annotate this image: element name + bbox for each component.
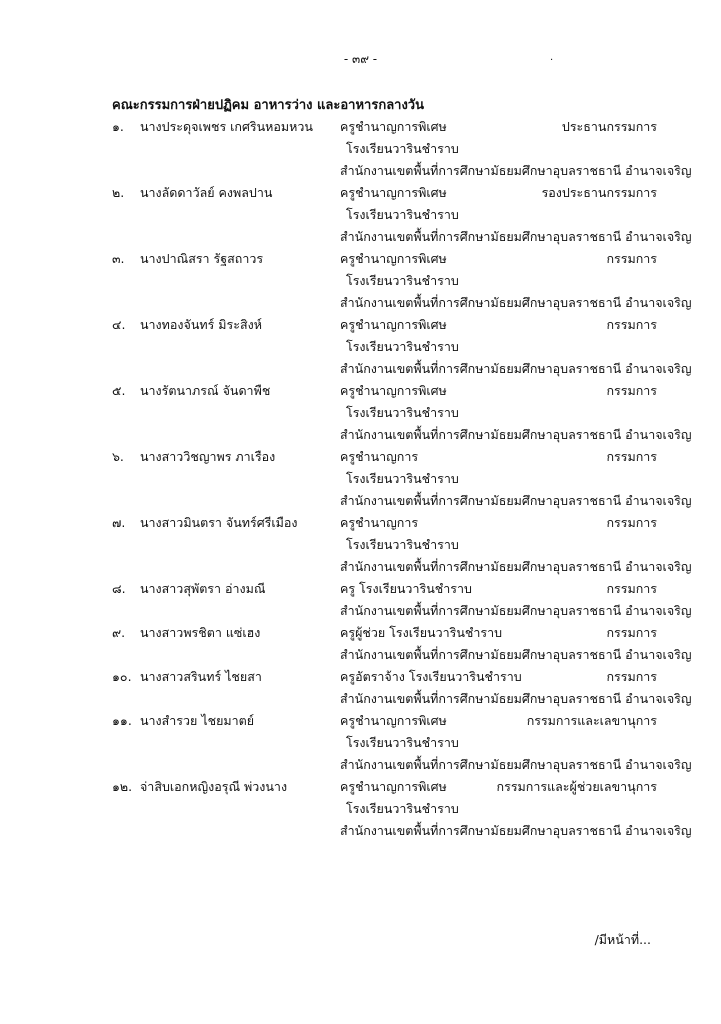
committee-member <box>112 380 692 446</box>
member-role: กรรมการและเลขานุการ <box>526 713 657 728</box>
member-name <box>112 446 275 468</box>
committee-member <box>112 578 692 622</box>
member-school: โรงเรียนวารินชำราบ <box>346 141 459 156</box>
member-name-text: นางสาวพรชิตา แซ่เฮง <box>139 625 261 640</box>
member-role: กรรมการ <box>606 515 657 530</box>
member-position: ครูชำนาญการพิเศษ <box>340 119 447 134</box>
member-number: ๑. <box>112 119 124 134</box>
member-role: กรรมการ <box>606 449 657 464</box>
member-office: สำนักงานเขตพื้นที่การศึกษามัธยมศึกษาอุบลราชธานี อำนาจเจริญ <box>340 427 692 442</box>
member-role: รองประธานกรรมการ <box>541 185 657 200</box>
member-number: ๕. <box>112 383 126 398</box>
member-role: กรรมการและผู้ช่วยเลขานุการ <box>496 779 657 794</box>
member-office: สำนักงานเขตพื้นที่การศึกษามัธยมศึกษาอุบลราชธานี อำนาจเจริญ <box>340 603 692 618</box>
member-main-line <box>112 512 657 534</box>
member-name <box>112 666 262 688</box>
member-main-line <box>112 380 657 402</box>
member-office: สำนักงานเขตพื้นที่การศึกษามัธยมศึกษาอุบลราชธานี อำนาจเจริญ <box>340 295 692 310</box>
member-school: โรงเรียนวารินชำราบ <box>346 801 459 816</box>
member-name-text: นางปาณิสรา รัฐสถาวร <box>139 251 264 266</box>
member-office: สำนักงานเขตพื้นที่การศึกษามัธยมศึกษาอุบลราชธานี อำนาจเจริญ <box>340 647 692 662</box>
member-number: ๗. <box>112 515 126 530</box>
member-number: ๙. <box>112 625 126 640</box>
member-main-line <box>112 446 657 468</box>
member-name <box>112 622 260 644</box>
committee-member <box>112 622 692 666</box>
member-role: กรรมการ <box>606 251 657 266</box>
member-main-line <box>112 182 657 204</box>
member-main-line <box>112 314 657 336</box>
member-office: สำนักงานเขตพื้นที่การศึกษามัธยมศึกษาอุบลราชธานี อำนาจเจริญ <box>340 559 692 574</box>
member-name-text: นางสาวสรินทร์ ไชยสา <box>139 669 262 684</box>
member-number: ๖. <box>112 449 124 464</box>
member-office: สำนักงานเขตพื้นที่การศึกษามัธยมศึกษาอุบลราชธานี อำนาจเจริญ <box>340 691 692 706</box>
member-school: โรงเรียนวารินชำราบ <box>346 735 459 750</box>
section-title: คณะกรรมการฝ่ายปฏิคม อาหารว่าง และอาหารกลางวัน <box>112 98 424 113</box>
member-position: ครูชำนาญการพิเศษ <box>340 779 447 794</box>
member-position: ครูชำนาญการ <box>340 449 419 464</box>
member-name <box>112 314 262 336</box>
member-school: โรงเรียนวารินชำราบ <box>346 207 459 222</box>
member-position: ครูชำนาญการพิเศษ <box>340 317 447 332</box>
member-number: ๘. <box>112 581 126 596</box>
member-name-text: นางสำรวย ไชยมาตย์ <box>139 713 255 728</box>
member-name <box>112 248 263 270</box>
member-name-text: นางทองจันทร์ มิระสิงห์ <box>139 317 262 332</box>
member-role: กรรมการ <box>606 625 657 640</box>
committee-member <box>112 710 692 776</box>
member-position: ครูผู้ช่วย โรงเรียนวารินชำราบ <box>340 625 503 640</box>
committee-member <box>112 248 692 314</box>
member-school: โรงเรียนวารินชำราบ <box>346 405 459 420</box>
member-office: สำนักงานเขตพื้นที่การศึกษามัธยมศึกษาอุบลราชธานี อำนาจเจริญ <box>340 823 692 838</box>
member-name-text: นางรัตนาภรณ์ จันดาพืช <box>139 383 271 398</box>
continued-next-page: /มีหน้าที่... <box>594 932 651 947</box>
member-name-text: นางประดุจเพชร เกศรินหอมหวน <box>139 119 313 134</box>
member-school: โรงเรียนวารินชำราบ <box>346 537 459 552</box>
committee-member <box>112 776 692 842</box>
member-name <box>112 578 265 600</box>
member-office: สำนักงานเขตพื้นที่การศึกษามัธยมศึกษาอุบลราชธานี อำนาจเจริญ <box>340 361 692 376</box>
member-position: ครูชำนาญการ <box>340 515 419 530</box>
member-name-text: นางลัดดาวัลย์ คงพลปาน <box>139 185 273 200</box>
member-school: โรงเรียนวารินชำราบ <box>346 339 459 354</box>
committee-member <box>112 314 692 380</box>
member-name <box>112 182 272 204</box>
member-main-line <box>112 622 657 644</box>
member-number: ๓. <box>112 251 125 266</box>
member-name-text: จ่าสิบเอกหญิงอรุณี พ่วงนาง <box>139 779 288 794</box>
stray-mark: . <box>550 52 554 63</box>
member-role: กรรมการ <box>606 669 657 684</box>
committee-member <box>112 446 692 512</box>
member-name <box>112 776 287 798</box>
member-number: ๒. <box>112 185 125 200</box>
page-number: - ๓๙ - <box>343 52 378 66</box>
member-position: ครูชำนาญการพิเศษ <box>340 185 447 200</box>
member-name <box>112 380 270 402</box>
member-school: โรงเรียนวารินชำราบ <box>346 471 459 486</box>
committee-member <box>112 116 692 182</box>
member-name-text: นางสาววิชญาพร ภาเรือง <box>139 449 276 464</box>
member-position: ครูชำนาญการพิเศษ <box>340 713 447 728</box>
member-number: ๑๐. <box>112 669 132 684</box>
member-office: สำนักงานเขตพื้นที่การศึกษามัธยมศึกษาอุบลราชธานี อำนาจเจริญ <box>340 229 692 244</box>
member-role: กรรมการ <box>606 317 657 332</box>
member-office: สำนักงานเขตพื้นที่การศึกษามัธยมศึกษาอุบลราชธานี อำนาจเจริญ <box>340 757 692 772</box>
member-role: กรรมการ <box>606 581 657 596</box>
member-main-line <box>112 776 657 798</box>
member-main-line <box>112 666 657 688</box>
member-main-line <box>112 710 657 732</box>
member-main-line <box>112 116 657 138</box>
member-main-line <box>112 578 657 600</box>
member-name <box>112 116 313 138</box>
member-main-line <box>112 248 657 270</box>
member-position: ครูชำนาญการพิเศษ <box>340 251 447 266</box>
committee-member <box>112 512 692 578</box>
member-number: ๑๒. <box>112 779 133 794</box>
member-name <box>112 710 254 732</box>
member-position: ครู โรงเรียนวารินชำราบ <box>340 581 472 596</box>
member-role: กรรมการ <box>606 383 657 398</box>
member-school: โรงเรียนวารินชำราบ <box>346 273 459 288</box>
committee-member <box>112 182 692 248</box>
member-name <box>112 512 298 534</box>
member-position: ครูชำนาญการพิเศษ <box>340 383 447 398</box>
member-number: ๑๑. <box>112 713 132 728</box>
member-name-text: นางสาวมินตรา จันทร์ศรีเมือง <box>139 515 298 530</box>
member-role: ประธานกรรมการ <box>561 119 657 134</box>
committee-member <box>112 666 692 710</box>
member-name-text: นางสาวสุพัตรา อ่างมณี <box>139 581 266 596</box>
member-number: ๔. <box>112 317 126 332</box>
member-office: สำนักงานเขตพื้นที่การศึกษามัธยมศึกษาอุบลราชธานี อำนาจเจริญ <box>340 493 692 508</box>
member-office: สำนักงานเขตพื้นที่การศึกษามัธยมศึกษาอุบลราชธานี อำนาจเจริญ <box>340 163 692 178</box>
committee-member-list <box>112 116 692 842</box>
member-position: ครูอัตราจ้าง โรงเรียนวารินชำราบ <box>340 669 522 684</box>
